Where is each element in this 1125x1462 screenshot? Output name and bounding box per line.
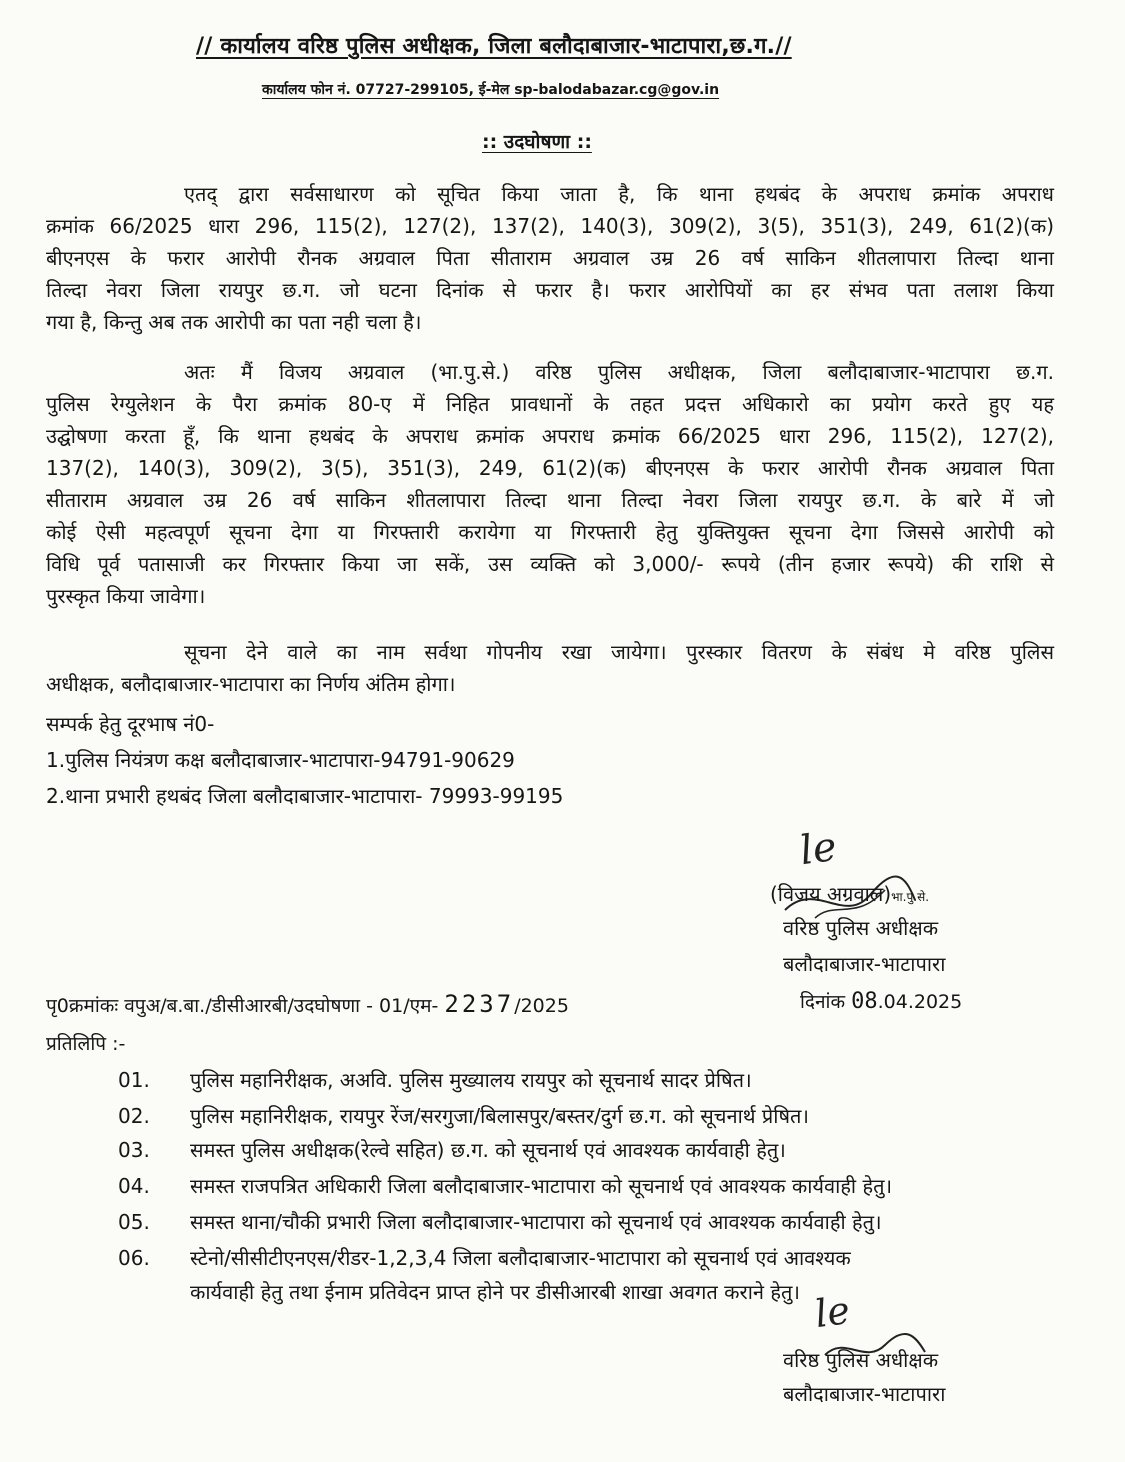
copy-number: 05. xyxy=(118,1210,150,1234)
signatory2-designation: वरिष्ठ पुलिस अधीक्षक xyxy=(783,1348,939,1372)
signatory-name-text: (विजय अग्रवाल) xyxy=(770,882,892,906)
copy-item xyxy=(118,1134,1058,1166)
copy-text: पुलिस महानिरीक्षक, रायपुर रेंज/सरगुजा/बिलासपुर/बस्तर/दुर्ग छ.ग. को सूचनार्थ प्रेषित। xyxy=(190,1104,810,1128)
copy-text: समस्त थाना/चौकी प्रभारी जिला बलौदाबाजार-भाटापारा को सूचनार्थ एवं आवश्यक कार्यवाही हेतु। xyxy=(190,1210,882,1234)
copy-text: पुलिस महानिरीक्षक, अअवि. पुलिस मुख्यालय रायपुर को सूचनार्थ सादर प्रेषित। xyxy=(190,1068,752,1092)
para3-line: सूचना देने वाले का नाम सर्वथा गोपनीय रखा जायेगा। पुरस्कार वितरण के संबंध मे वरिष्ठ पुलिस xyxy=(184,640,1054,664)
contact-police-station: 2.थाना प्रभारी हथबंद जिला बलौदाबाजार-भाटापारा- 79993-99195 xyxy=(46,784,564,808)
para2-line: अतः मैं विजय अग्रवाल (भा.पु.से.) वरिष्ठ पुलिस अधीक्षक, जिला बलौदाबाजार-भाटापारा छ.ग. xyxy=(184,360,1054,384)
para2-line: कोई ऐसी महत्वपूर्ण सूचना देगा या गिरफ्तारी करायेगा या गिरफ्तारी हेतु युक्तियुक्त सूचना देगा जिससे आरोपी को xyxy=(46,520,1054,544)
copy-heading: प्रतिलिपि :- xyxy=(46,1033,126,1055)
contact-control-room: 1.पुलिस नियंत्रण कक्ष बलौदाबाजार-भाटापारा-94791-90629 xyxy=(46,748,515,772)
para1-line: क्रमांक 66/2025 धारा 296, 115(2), 127(2), 137(2), 140(3), 309(2), 3(5), 351(3), 249, 61(2)(क) xyxy=(46,214,1054,238)
paragraph-3 xyxy=(46,636,1054,700)
copy-item xyxy=(118,1170,1058,1202)
para2-line: 137(2), 140(3), 309(2), 3(5), 351(3), 249, 61(2)(क) बीएनएस के फरार आरोपी रौनक अग्रवाल पिता xyxy=(46,456,1054,480)
date-rest: .04.2025 xyxy=(877,991,963,1013)
para2-line: पुलिस रेग्युलेशन के पैरा क्रमांक 80-ए में निहित प्रावधानों के तहत प्रदत्त अधिकारो का प्रयोग करते हुए यह xyxy=(46,392,1054,416)
date-day-handwritten: 08 xyxy=(851,989,878,1014)
signature-initials-1: le xyxy=(796,823,840,875)
copy-text-continued: कार्यवाही हेतु तथा ईनाम प्रतिवेदन प्राप्त होने पर डीसीआरबी शाखा अवगत कराने हेतु। xyxy=(190,1280,800,1304)
copy-number: 01. xyxy=(118,1068,150,1092)
signatory2-district: बलौदाबाजार-भाटापारा xyxy=(783,1382,946,1406)
contact-heading: सम्पर्क हेतु दूरभाष नं0- xyxy=(46,712,215,736)
notice-heading: :: उदघोषणा :: xyxy=(482,131,592,153)
copy-text: स्टेनो/सीसीटीएनएस/रीडर-1,2,3,4 जिला बलौदाबाजार-भाटापारा को सूचनार्थ एवं आवश्यक xyxy=(190,1246,851,1270)
signatory-name xyxy=(770,880,929,907)
copy-text: समस्त राजपत्रित अधिकारी जिला बलौदाबाजार-भाटापारा को सूचनार्थ एवं आवश्यक कार्यवाही हेतु। xyxy=(190,1174,893,1198)
copy-item xyxy=(118,1206,1058,1238)
copy-text: समस्त पुलिस अधीक्षक(रेल्वे सहित) छ.ग. को सूचनार्थ एवं आवश्यक कार्यवाही हेतु। xyxy=(190,1138,786,1162)
paragraph-1 xyxy=(46,178,1054,338)
date-label: दिनांक xyxy=(800,991,846,1013)
para2-line: पुरस्कृत किया जावेगा। xyxy=(46,584,206,608)
signature-initials-2: le xyxy=(812,1287,853,1337)
copy-item xyxy=(118,1100,1058,1132)
signatory-designation: वरिष्ठ पुलिस अधीक्षक xyxy=(783,916,939,940)
para1-line: तिल्दा नेवरा जिला रायपुर छ.ग. जो घटना दिनांक से फरार है। फरार आरोपियों का हर संभव पता तलाश किया xyxy=(46,278,1054,302)
signatory-district: बलौदाबाजार-भाटापारा xyxy=(783,952,946,976)
para2-line: विधि पूर्व पतासाजी कर गिरफ्तार किया जा सकें, उस व्यक्ति को 3,000/- रूपये (तीन हजार रूपये) की राशि से xyxy=(46,552,1054,576)
para2-line: उद्घोषणा करता हूँ, कि थाना हथबंद के अपराध क्रमांक अपराध क्रमांक 66/2025 धारा 296, 115(2), 127(2), xyxy=(46,424,1054,448)
copy-number: 02. xyxy=(118,1104,150,1128)
contact-line: कार्यालय फोन नं. 07727-299105, ई-मेल sp-balodabazar.cg@gov.in xyxy=(262,82,720,98)
signatory-service: भा.पु.से. xyxy=(891,890,930,904)
para3-line: अधीक्षक, बलौदाबाजार-भाटापारा का निर्णय अंतिम होगा। xyxy=(46,672,456,696)
copy-item xyxy=(118,1064,1058,1096)
reference-date xyxy=(800,988,962,1014)
copy-number: 03. xyxy=(118,1138,150,1162)
para1-line: एतद् द्वारा सर्वसाधारण को सूचित किया जाता है, कि थाना हथबंद के अपराध क्रमांक अपराध xyxy=(184,182,1054,206)
para1-line: गया है, किन्तु अब तक आरोपी का पता नही चला है। xyxy=(46,310,422,334)
copy-item xyxy=(118,1242,1058,1312)
reference-prefix: पृ0क्रमांकः वपुअ/ब.बा./डीसीआरबी/उदघोषणा - 01/एम- xyxy=(46,995,439,1017)
office-title: // कार्यालय वरिष्ठ पुलिस अधीक्षक, जिला बलौदाबाजार-भाटापारा,छ.ग.// xyxy=(196,34,792,59)
copy-number: 04. xyxy=(118,1174,150,1198)
reference-year: /2025 xyxy=(514,995,569,1017)
para2-line: सीताराम अग्रवाल उम्र 26 वर्ष साकिन शीतलापारा तिल्दा थाना तिल्दा नेवरा जिला रायपुर छ.ग. के बारे में जो xyxy=(46,488,1054,512)
reference-handwritten-number: 2237 xyxy=(444,990,515,1018)
reference-number xyxy=(46,990,569,1018)
para1-line: बीएनएस के फरार आरोपी रौनक अग्रवाल पिता सीताराम अग्रवाल उम्र 26 वर्ष साकिन शीतलापारा तिल्दा थाना xyxy=(46,246,1054,270)
copy-number: 06. xyxy=(118,1246,150,1270)
paragraph-2 xyxy=(46,356,1054,612)
